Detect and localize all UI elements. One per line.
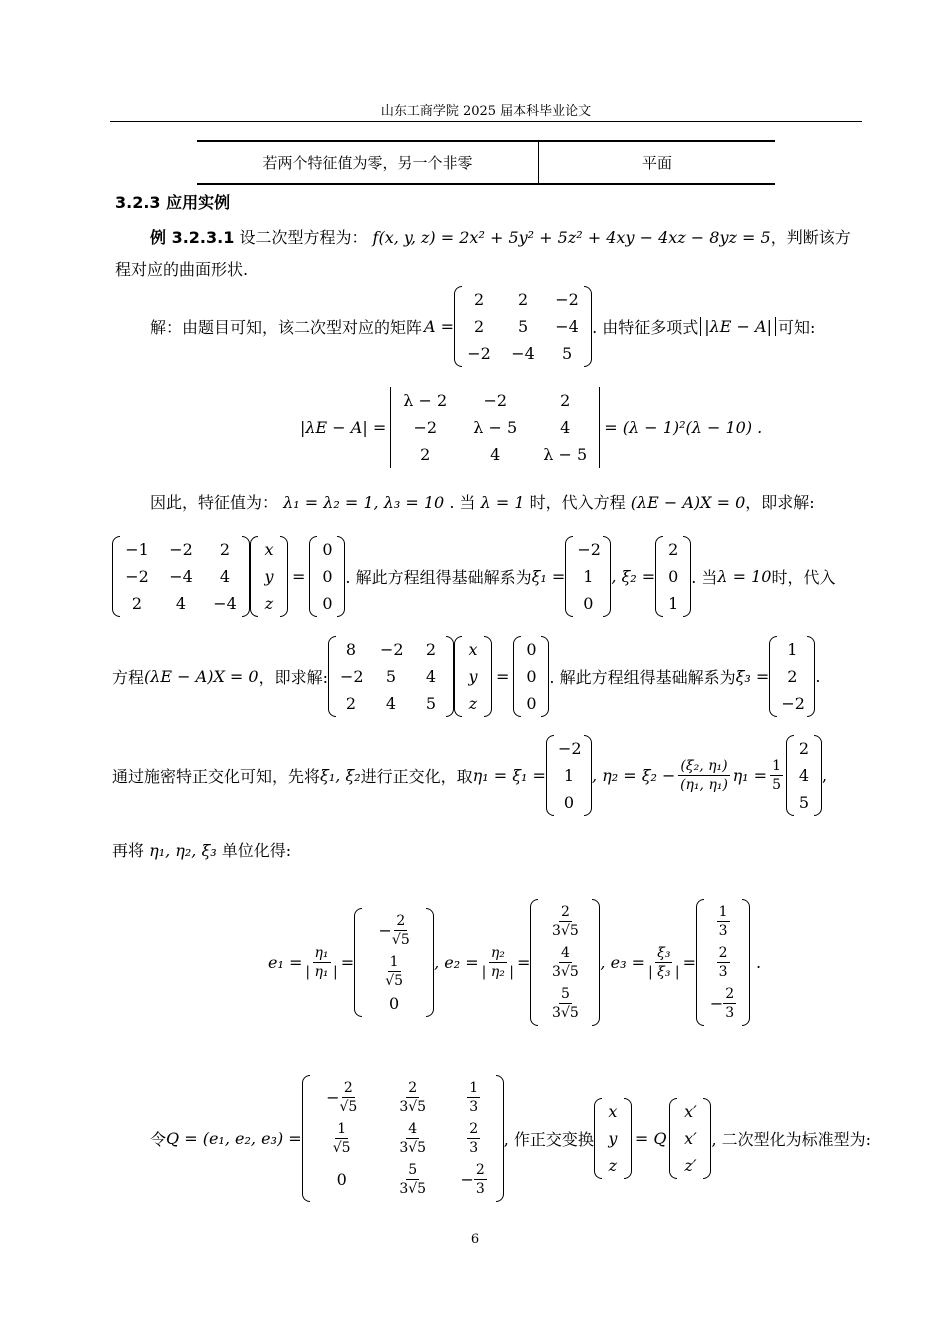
det-cell-5: 4 (560, 417, 571, 437)
projection-fraction (678, 757, 729, 794)
det-cell-7: 4 (490, 444, 501, 464)
m1-cell-6: 2 (131, 593, 143, 613)
xyz2-cell-1: y (468, 666, 478, 686)
q-text-c: , 作正交变换 (503, 1129, 594, 1149)
q-eq: = Q (634, 1128, 667, 1148)
Q-cell-0: − $\frac{2}{√5}$ (326, 1079, 358, 1115)
matrix-m1 (112, 536, 250, 617)
det-cell-1: −2 (483, 390, 508, 410)
e1-frac-den: | η₁ | (305, 963, 338, 980)
m1-cell-0: −1 (125, 539, 149, 559)
solution-text: 解：由题目可知，该二次型对应的矩阵 (150, 317, 423, 337)
header-rule (110, 121, 862, 122)
zero-vector-1 (309, 536, 345, 617)
schmidt-text-c: 进行正交化，取 (360, 766, 473, 786)
system-2-line: 方程 (λE − A)X = 0 ，即求解: 8 −2 2 −2 5 4 2 4 5 x y z = 0 0 0 . 解此方程组得基础解系为 ξ₃ = 1 2 −2 . (112, 634, 820, 718)
matA-cell-2: −2 (555, 289, 579, 309)
normalize-vectors: η₁, η₂, ξ₃ (149, 841, 217, 860)
m2-cell-1: −2 (380, 639, 404, 659)
e3-fraction (648, 944, 680, 981)
e-dot: . (756, 952, 762, 972)
example-label: 例 3.2.3.1 (150, 228, 235, 247)
matrix-m2 (328, 636, 454, 717)
xi2-grid (663, 536, 683, 617)
e1-label: e₁ = (268, 952, 303, 972)
table-cell-surface: 平面 (641, 154, 672, 172)
zero1-cell-2: 0 (322, 593, 333, 613)
eta1-cell-1: 1 (563, 765, 575, 785)
solution-line-1 (150, 284, 815, 368)
proj-num: (ξ₂, η₁) (680, 757, 728, 774)
e2-fraction (482, 944, 514, 981)
e1-vector (354, 908, 434, 1017)
xprime-cell-0: x′ (684, 1101, 697, 1121)
xi2-label: , ξ₂ = (611, 566, 656, 586)
Q-cell-3: $\frac{1}{√5}$ (332, 1120, 351, 1156)
matA-cell-7: −4 (511, 343, 535, 363)
e2-cell-2: $\frac{5}{3√5}$ (552, 985, 579, 1021)
e1-cell-0: − $\frac{2}{√5}$ (378, 912, 410, 948)
basis-text-3: 时，代入 (771, 567, 836, 587)
e1-grid (362, 908, 426, 1017)
xi1-cell-1: 1 (583, 566, 594, 586)
matrix-A-grid (462, 286, 584, 367)
e1-cell-2: 0 (389, 993, 400, 1013)
m2-cell-6: 2 (345, 693, 357, 713)
e3-cell-0: $\frac{1}{3}$ (718, 903, 728, 939)
normalize-text-a: 再将 (112, 841, 145, 860)
eigenvalue-line (150, 490, 815, 513)
det-cell-8: λ − 5 (543, 444, 588, 464)
m1-cell-3: −2 (125, 566, 149, 586)
eigen-text-c: . 当 (449, 493, 476, 512)
e3-vector (696, 899, 750, 1026)
m2-cell-0: 8 (345, 639, 357, 659)
xi1-vector (565, 536, 611, 617)
xi3-grid (777, 636, 807, 717)
e2-frac-den: | η₂ | (481, 963, 515, 980)
e2-frac-num: η₂ (490, 944, 505, 961)
e3-cell-2: − $\frac{2}{3}$ (709, 985, 735, 1021)
xi3-cell-1: 2 (787, 666, 798, 686)
schmidt-text-a: 通过施密特正交化可知，先将 (112, 766, 321, 786)
xi3-cell-2: −2 (781, 693, 805, 713)
fifth-num: 1 (772, 757, 781, 774)
running-header: 山东工商学院 2025 届本科毕业论文 (380, 104, 592, 119)
homog-eq: (λE − A)X = 0 (630, 493, 746, 512)
schmidt-line: 通过施密特正交化可知，先将 ξ₁, ξ₂ 进行正交化，取 η₁ = ξ₁ = −2 1 0 , η₂ = ξ₂ − $\frac{\text{(ξ₂, η₁)}}{\text{(η₁, η₁)}}$ η₁ = $\frac{1}{5}$ 2 4 5 , (112, 733, 827, 817)
matA-cell-6: −2 (467, 343, 491, 363)
xprime-grid (677, 1098, 703, 1179)
e2-vector (530, 899, 600, 1026)
Q-cell-1: $\frac{2}{3√5}$ (399, 1079, 427, 1115)
one-fifth (770, 757, 783, 794)
m2-cell-7: 4 (385, 693, 397, 713)
normalize-text-c: 单位化得: (221, 841, 292, 860)
determinant-equation (300, 385, 762, 469)
e1-eq: = (340, 952, 355, 972)
table-cell-condition: 若两个特征值为零，另一个非零 (197, 142, 539, 183)
e3-eq: = (682, 952, 697, 972)
m2-grid (336, 636, 446, 717)
det-cell-2: 2 (560, 390, 571, 410)
Q-grid (310, 1075, 496, 1202)
eta1-label: η₁ = ξ₁ = (472, 765, 546, 785)
m1-cell-8: −4 (213, 593, 237, 613)
det-rhs: = (λ − 1)²(λ − 10) . (604, 417, 763, 437)
det-cell-4: λ − 5 (473, 417, 518, 437)
eta1-cell-0: −2 (557, 738, 582, 758)
basis-text-2: . 当 (691, 567, 718, 587)
fifth-den: 5 (772, 776, 781, 793)
m2-cell-4: 5 (385, 666, 397, 686)
e2-cell-0: $\frac{2}{3√5}$ (552, 903, 579, 939)
matA-cell-4: 5 (517, 316, 529, 336)
solution-text-2: . 由特征多项式 (592, 317, 699, 337)
sys2-text-c: ，即求解: (258, 667, 329, 687)
zero1-cell-0: 0 (322, 539, 333, 559)
xi2-cell-1: 0 (668, 566, 679, 586)
char-poly: |λE − A| (700, 317, 776, 336)
xi3-label: ξ₃ = (735, 666, 770, 686)
eta1-vector (546, 735, 592, 816)
system-1-line: −1 −2 2 −2 −4 4 2 4 −4 x y z = 0 0 0 . 解此方程组得基础解系为 ξ₁ = −2 1 0 , ξ₂ = 2 0 1 . 当 λ = 10 时，代入 (112, 534, 835, 618)
Q-cell-8: − $\frac{2}{3}$ (460, 1161, 485, 1197)
m2-cell-2: 2 (425, 639, 437, 659)
xyz1-cell-2: z (264, 593, 274, 613)
example-intro: 设二次型方程为： (239, 228, 368, 247)
vector-xyz-1 (250, 536, 288, 617)
Q-cell-2: $\frac{1}{3}$ (469, 1079, 479, 1115)
Q-cell-5: $\frac{2}{3}$ (469, 1120, 479, 1156)
e3-frac-den: | ξ₃ | (647, 963, 680, 980)
xyz3-cell-1: y (608, 1128, 618, 1148)
e3-grid (704, 899, 742, 1026)
e3-label: , e₃ = (600, 952, 645, 972)
sys2-text-d: . 解此方程组得基础解系为 (549, 667, 736, 687)
q-text-a: 令 (150, 1129, 167, 1149)
q-text-e: , 二次型化为标准型为: (711, 1129, 872, 1149)
m2-cell-3: −2 (340, 666, 364, 686)
e2-label: , e₂ = (434, 952, 479, 972)
section-heading: 3.2.3 应用实例 (115, 193, 231, 212)
eta2-cell-0: 2 (798, 738, 810, 758)
xyz-grid-3 (602, 1098, 624, 1179)
determinant-grid (395, 387, 595, 468)
m1-cell-4: −4 (169, 566, 193, 586)
eta2-grid (794, 735, 814, 816)
normalize-line (112, 838, 291, 861)
e1-fraction (305, 944, 337, 981)
Q-cell-4: $\frac{4}{3√5}$ (399, 1120, 427, 1156)
e2-cell-1: $\frac{4}{3√5}$ (552, 944, 579, 980)
xi12: ξ₁, ξ₂ (320, 765, 361, 785)
xi1-grid (573, 536, 603, 617)
xprime-cell-1: x′ (684, 1128, 697, 1148)
xyz-grid-1 (258, 536, 280, 617)
xi1-label: ξ₁ = (531, 566, 566, 586)
xyz1-cell-0: x (264, 539, 274, 559)
page-number: 6 (470, 1232, 480, 1247)
xyz2-cell-0: x (468, 639, 478, 659)
e2-eq: = (517, 952, 531, 972)
Q-cell-7: $\frac{5}{3√5}$ (399, 1161, 427, 1197)
Q-cell-6: 0 (336, 1169, 347, 1189)
e3-cell-1: $\frac{2}{3}$ (718, 944, 728, 980)
e1-cell-1: $\frac{1}{√5}$ (385, 953, 404, 989)
eta1-grid (554, 735, 584, 816)
solution-text-3: 可知: (777, 317, 816, 337)
xyz3-cell-0: x (608, 1101, 618, 1121)
orthogonal-transform-line (150, 1058, 871, 1218)
xyz-grid-2 (462, 636, 484, 717)
det-cell-0: λ − 2 (403, 390, 448, 410)
eigen-text-a: 因此，特征值为： (150, 493, 279, 512)
zero-grid-1 (317, 536, 337, 617)
m1-cell-5: 4 (219, 566, 231, 586)
xi1-cell-2: 0 (583, 593, 594, 613)
matA-cell-3: 2 (473, 316, 485, 336)
xprime-cell-2: z′ (684, 1155, 697, 1175)
det-cell-6: 2 (420, 444, 431, 464)
sys2-eq: (λE − A)X = 0 (144, 666, 259, 686)
xi3-vector (769, 636, 815, 717)
xi2-cell-2: 1 (668, 593, 679, 613)
m1-grid (120, 536, 242, 617)
matA-cell-8: 5 (561, 343, 573, 363)
Q-matrix (302, 1075, 504, 1202)
xi1-cell-0: −2 (577, 539, 601, 559)
example-line-2: 程对应的曲面形状. (115, 260, 249, 279)
det-cell-3: −2 (413, 417, 438, 437)
proj-den: (η₁, η₁) (680, 776, 728, 793)
m1-cell-1: −2 (169, 539, 193, 559)
basis-text-1: . 解此方程组得基础解系为 (345, 567, 532, 587)
xyz3-cell-2: z (608, 1155, 618, 1175)
zero1-cell-1: 0 (322, 566, 333, 586)
e3-frac-num: ξ₃ (657, 944, 671, 961)
eigenvalues: λ₁ = λ₂ = 1, λ₃ = 10 (283, 493, 445, 512)
matA-cell-0: 2 (473, 289, 485, 309)
classification-table-row (197, 140, 775, 185)
e1-frac-num: η₁ (314, 944, 329, 961)
lambda-1: λ = 1 (480, 493, 525, 512)
sys2-text-a: 方程 (112, 667, 145, 687)
xi2-vector (655, 536, 691, 617)
eigen-text-g: ，即求解: (745, 493, 815, 512)
eta2-mid: η₁ = (732, 765, 768, 785)
xyz1-cell-1: y (264, 566, 274, 586)
zero2-cell-1: 0 (526, 666, 537, 686)
eta2-cell-1: 4 (798, 765, 810, 785)
unit-vectors-equation (268, 882, 761, 1042)
eta2-label: , η₂ = ξ₂ − (591, 765, 676, 785)
eta2-cell-2: 5 (798, 792, 810, 812)
xyz2-cell-2: z (468, 693, 478, 713)
m2-cell-5: 4 (425, 666, 437, 686)
example-line-1 (150, 225, 851, 248)
vector-xprime (669, 1098, 711, 1179)
lambda-10: λ = 10 (717, 566, 772, 586)
xi2-cell-0: 2 (668, 539, 679, 559)
q-label: Q = (e₁, e₂, e₃) = (166, 1128, 302, 1148)
vector-xyz-2 (454, 636, 492, 717)
zero2-cell-0: 0 (526, 639, 537, 659)
matrix-A (454, 286, 592, 367)
zero-vector-2 (513, 636, 549, 717)
eigen-text-e: 时，代入方程 (529, 493, 626, 512)
m1-cell-7: 4 (175, 593, 187, 613)
determinant-matrix (386, 387, 604, 468)
vector-xyz-3 (594, 1098, 632, 1179)
eta2-vector (786, 735, 822, 816)
zero-grid-2 (521, 636, 541, 717)
quadratic-equation: f(x, y, z) = 2x² + 5y² + 5z² + 4xy − 4xz − 8yz = 5 (372, 228, 771, 247)
matA-cell-1: 2 (517, 289, 529, 309)
m1-cell-2: 2 (219, 539, 231, 559)
matA-cell-5: −4 (555, 316, 579, 336)
matrix-A-label: A = (424, 316, 455, 336)
det-lhs: |λE − A| = (300, 417, 387, 437)
sys2-dot: . (815, 666, 821, 686)
xi3-cell-0: 1 (787, 639, 798, 659)
e2-grid (538, 899, 592, 1026)
eta1-cell-2: 0 (563, 792, 575, 812)
zero2-cell-2: 0 (526, 693, 537, 713)
m2-cell-8: 5 (425, 693, 437, 713)
example-question-a: ，判断该方 (770, 228, 851, 247)
